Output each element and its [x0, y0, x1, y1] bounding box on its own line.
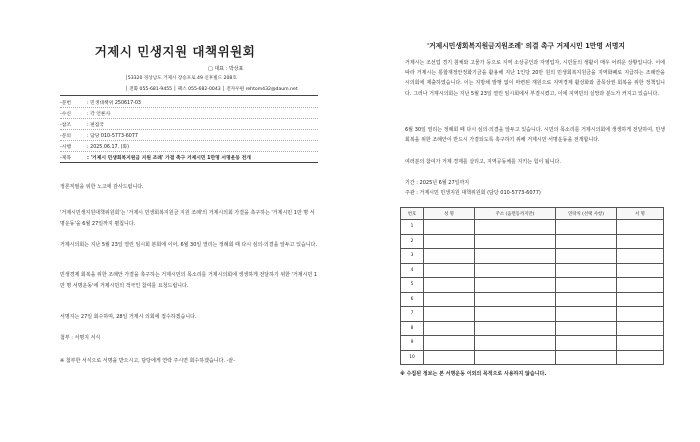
name-cell[interactable]: [424, 292, 475, 307]
address-cell[interactable]: [475, 263, 556, 278]
name-cell[interactable]: [424, 249, 475, 264]
name-cell[interactable]: [424, 336, 475, 351]
address: │53320 경상남도 거제시 장승포로 49 신후빌드 208호: [125, 76, 237, 81]
signature-row: [401, 249, 664, 264]
address-cell[interactable]: [475, 336, 556, 351]
petition-period: 기간 : 2025년 6월 27일까지: [405, 180, 470, 186]
row-number: 6: [401, 292, 424, 307]
signature-cell[interactable]: [617, 249, 664, 264]
paragraph-1: '거제시민생지원대책위원회'는 '거제시 민생회복지원금 지원 조례'의 거제시의회 가결을 촉구하는 '거제시민 1만 명 서명운동'을 6월 27일까지 펼칩니다.: [60, 210, 315, 227]
signature-row: [401, 234, 664, 249]
signature-row: [401, 321, 664, 336]
paragraph-3: 민생경제 회복을 위한 조례안 가결을 촉구하는 거제시민의 목소리를 거제시의회에 생생하게 전달하기 위한 '거제시민 1만 명 서명운동'에 거제시민의 적극인 참여를 요청드립니다.: [60, 272, 318, 289]
meta-value: : 담당 010-5773-6077: [87, 133, 138, 139]
meta-value: : 편집국: [87, 122, 105, 128]
signature-row: [401, 278, 664, 293]
col-address: 주소 (읍면동까지만): [475, 208, 556, 220]
meta-row: [60, 152, 318, 163]
phone-cell[interactable]: [556, 263, 617, 278]
petition-organizer: 주관 : 거제시민 민생지원 대책위원회 (담당 010-5773-6077): [405, 190, 541, 196]
meta-row: [60, 130, 318, 141]
meta-value: : 민생대책위 250617-03: [87, 100, 141, 106]
meta-row: [60, 97, 318, 108]
row-number: 10: [401, 350, 424, 365]
phone-cell[interactable]: [556, 350, 617, 365]
row-number: 1: [401, 220, 424, 235]
paragraph-4: 서명지는 27일 회수하며, 28일 거제시 의회에 접수하겠습니다.: [60, 314, 197, 320]
name-cell[interactable]: [424, 234, 475, 249]
meta-key: -시행: [60, 144, 71, 150]
signature-table: [400, 207, 664, 365]
signature-row: [401, 220, 664, 235]
row-number: 8: [401, 321, 424, 336]
org-title: 거제시 민생지원 대책위원회: [94, 44, 256, 59]
meta-row: [60, 141, 318, 152]
col-name: 성 명: [424, 208, 475, 220]
col-number: 번호: [401, 208, 424, 220]
phone-cell[interactable]: [556, 220, 617, 235]
row-number: 9: [401, 336, 424, 351]
address-cell[interactable]: [475, 321, 556, 336]
signature-cell[interactable]: [617, 292, 664, 307]
header-divider: [60, 95, 318, 96]
signature-row: [401, 263, 664, 278]
signature-cell[interactable]: [617, 234, 664, 249]
name-cell[interactable]: [424, 263, 475, 278]
address-cell[interactable]: [475, 220, 556, 235]
petition-title: '거제시민생회복지원금지원조례' 의결 촉구 거제시민 1만명 서명지: [427, 42, 625, 50]
phone-cell[interactable]: [556, 321, 617, 336]
phone-cell[interactable]: [556, 234, 617, 249]
name-cell[interactable]: [424, 307, 475, 322]
name-cell[interactable]: [424, 278, 475, 293]
meta-value: : '거제시 민생회복지원금 지원 조례' 가결 촉구 거제시민 1만명 서명운동 전개: [87, 155, 251, 161]
closing-note: ※ 첨부한 서식으로 서명을 받으시고, 담당에게 연락 주시면 회수하겠습니다. -끝-: [60, 358, 236, 364]
petition-sheet-page: [352, 0, 700, 442]
signature-cell[interactable]: [617, 220, 664, 235]
signature-cell[interactable]: [617, 321, 664, 336]
meta-row: [60, 119, 318, 130]
meta-key: -문번: [60, 100, 71, 106]
phone-cell[interactable]: [556, 249, 617, 264]
signature-row: [401, 336, 664, 351]
phone-cell[interactable]: [556, 307, 617, 322]
signature-cell[interactable]: [617, 336, 664, 351]
paragraph-2: 거제시의회는 지난 5월 23일 열린 임시회 본회에 이어, 6월 30일 열리는 정례회 때 다시 심의·의결을 앞두고 있습니다.: [60, 242, 317, 248]
signature-cell[interactable]: [617, 263, 664, 278]
meta-key: -참조: [60, 122, 71, 128]
row-number: 5: [401, 278, 424, 293]
phone-cell[interactable]: [556, 292, 617, 307]
address-cell[interactable]: [475, 350, 556, 365]
signature-row: [401, 307, 664, 322]
row-number: 3: [401, 249, 424, 264]
address-cell[interactable]: [475, 234, 556, 249]
address-cell[interactable]: [475, 292, 556, 307]
row-number: 4: [401, 263, 424, 278]
signature-row: [401, 292, 664, 307]
meta-key: -수신: [60, 111, 71, 117]
row-number: 2: [401, 234, 424, 249]
privacy-note: ※ 수집된 정보는 본 서명운동 이외의 목적으로 사용하지 않습니다.: [400, 371, 547, 377]
attachment: 첨부 : 서명지 서식: [60, 335, 101, 341]
col-signature: 서 명: [617, 208, 664, 220]
address-cell[interactable]: [475, 249, 556, 264]
representative: □ 대표 : 박상표: [208, 66, 244, 72]
signature-cell[interactable]: [617, 350, 664, 365]
petition-body-2: 6월 30일 열리는 정례회 때 다시 심의·의결을 앞두고 있습니다. 시민의 목소리를 거제시의회에 생생하게 전달하여, 민생 회복을 위한 조례안이 반드시 가결되도록 촉구하기 위해 거제시민 서명운동을 전개합니다.: [405, 127, 665, 144]
contact-info: │ 전화 055-681-9455 │ 팩스 055-682-0043 │ 전자우편 rehtom432@daum.net: [125, 87, 298, 92]
name-cell[interactable]: [424, 321, 475, 336]
address-cell[interactable]: [475, 278, 556, 293]
greeting: 정론직필을 위한 노고에 감사드립니다.: [60, 184, 144, 190]
name-cell[interactable]: [424, 220, 475, 235]
meta-key: -제목: [60, 155, 71, 161]
name-cell[interactable]: [424, 350, 475, 365]
petition-body-3: 여러분의 참여가 거제 경제를 살리고, 지역공동체를 지키는 힘이 됩니다.: [405, 159, 561, 165]
address-cell[interactable]: [475, 307, 556, 322]
phone-cell[interactable]: [556, 278, 617, 293]
col-phone: 연락처 (선택 사항): [556, 208, 617, 220]
document-meta: [60, 97, 318, 163]
meta-value: : 각 언론사: [87, 111, 111, 117]
signature-cell[interactable]: [617, 278, 664, 293]
meta-key: -문의: [60, 133, 71, 139]
signature-row: [401, 350, 664, 365]
row-number: 7: [401, 307, 424, 322]
phone-cell[interactable]: [556, 336, 617, 351]
signature-cell[interactable]: [617, 307, 664, 322]
meta-row: [60, 108, 318, 119]
petition-body-1: 거제시는 조선업 경기 침체와 고물가 등으로 지역 소상공인과 자영업자, 시민들의 생활이 매우 어려운 상황입니다. 이에 따라 거제시는 통합재정안정화기금을 활용해 지난 1인당 20만 원의 민생회복지원금을 지역화폐로 지급하는 조례안을 시의회에 제출하였습니다. 이는 지방채 발행 없이 마련된 재원으로 지역경제 활성화와 골목상권 회복을 위한 정책입니다. 그러나 거제시의회는 지난 5월 23일 열린 임시회에서 부결시켰고, 이에 지역민의 실망과 분노가 커지고 있습니다.: [405, 60, 665, 97]
meta-value: : 2025.06.17. (화): [87, 144, 130, 150]
